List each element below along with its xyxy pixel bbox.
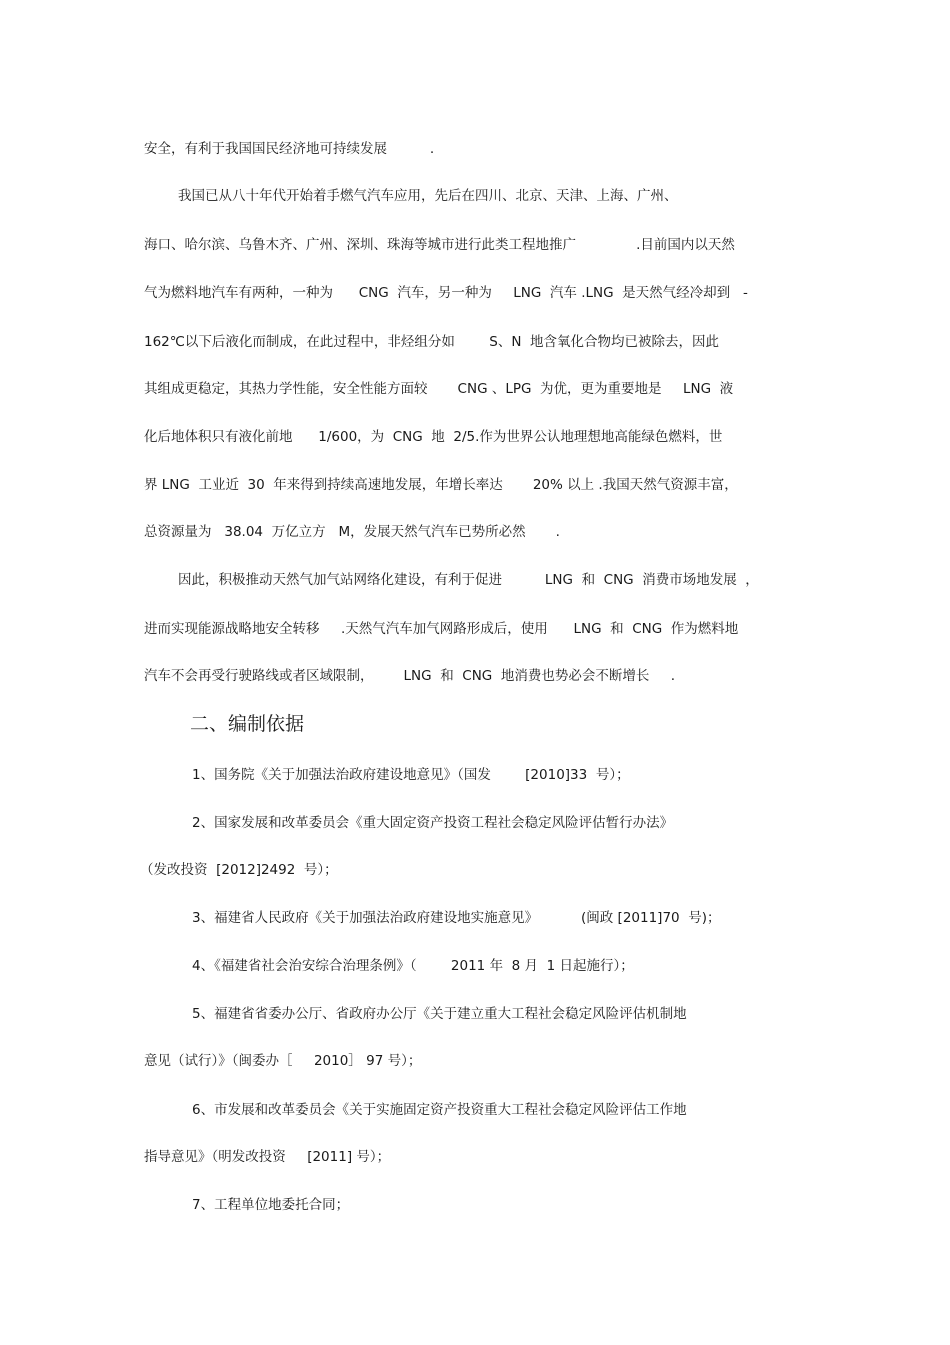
reference-item-5-cont: 意见（试行）》（闽委办［ 2010］ 97 号）； (144, 1053, 422, 1069)
body-line-4: 气为燃料地汽车有两种，一种为 CNG 汽车，另一种为 LNG 汽车 .LNG 是天然气经冷却到 - (144, 285, 748, 301)
body-line-11: 进而实现能源战略地安全转移 .天然气汽车加气网路形成后，使用 LNG 和 CNG 作为燃料地 (144, 621, 739, 637)
reference-item-3: 3、福建省人民政府《关于加强法治政府建设地实施意见》 (闽政 [2011]70 号)； (192, 910, 721, 926)
reference-item-2-cont: （发改投资 [2012]2492 号）； (140, 862, 338, 878)
body-line-5: 162℃以下后液化而制成，在此过程中，非烃组分如 S、N 地含氧化合物均已被除去，因此 (144, 334, 720, 350)
body-line-8: 界 LNG 工业近 30 年来得到持续高速地发展，年增长率达 20% 以上 .我国天然气资源丰富， (144, 477, 738, 493)
body-line-12: 汽车不会再受行驶路线或者区域限制， LNG 和 CNG 地消费也势必会不断增长 . (144, 668, 676, 684)
reference-item-6-cont: 指导意见》（明发改投资 [2011] 号）； (144, 1149, 391, 1165)
body-line-10: 因此，积极推动天然气加气站网络化建设，有利于促进 LNG 和 CNG 消费市场地发展 ， (178, 572, 759, 588)
reference-item-7: 7、工程单位地委托合同； (192, 1197, 350, 1213)
reference-item-1: 1、国务院《关于加强法治政府建设地意见》（国发 [2010]33 号）； (192, 767, 630, 783)
body-line-7: 化后地体积只有液化前地 1/600，为 CNG 地 2/5.作为世界公认地理想地高能绿色燃料，世 (144, 429, 723, 445)
body-line-6: 其组成更稳定，其热力学性能，安全性能方面较 CNG 、LPG 为优，更为重要地是 LNG 液 (144, 381, 734, 397)
body-line-3: 海口、哈尔滨、乌鲁木齐、广州、深圳、珠海等城市进行此类工程地推广 .目前国内以天然 (144, 237, 735, 253)
reference-item-4: 4、《福建省社会治安综合治理条例》（ 2011 年 8 月 1 日起施行）； (192, 958, 634, 974)
section-heading: 二、编制依据 (190, 713, 305, 735)
reference-item-5: 5、福建省省委办公厅、省政府办公厅《关于建立重大工程社会稳定风险评估机制地 (192, 1006, 687, 1022)
body-line-1: 安全，有利于我国国民经济地可持续发展 . (144, 141, 435, 157)
body-line-2: 我国已从八十年代开始着手燃气汽车应用，先后在四川、北京、天津、上海、广州、 (178, 188, 678, 204)
reference-item-2: 2、国家发展和改革委员会《重大固定资产投资工程社会稳定风险评估暂行办法》 (192, 815, 674, 831)
reference-item-6: 6、市发展和改革委员会《关于实施固定资产投资重大工程社会稳定风险评估工作地 (192, 1102, 687, 1118)
body-line-9: 总资源量为 38.04 万亿立方 M，发展天然气汽车已势所必然 . (144, 524, 560, 540)
